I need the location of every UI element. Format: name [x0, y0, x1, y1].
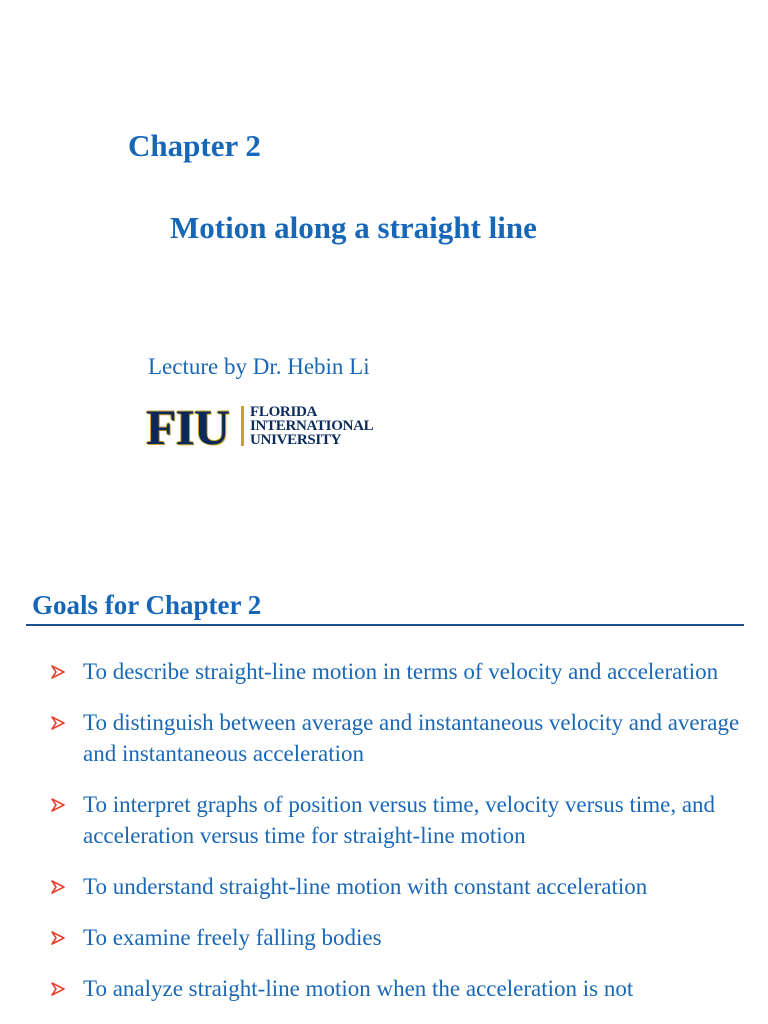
fiu-logo-letters: FIU	[146, 399, 230, 455]
logo-line-1: FLORIDA	[250, 404, 318, 420]
logo-wordmark	[250, 405, 373, 447]
logo-line-3: UNIVERSITY	[250, 432, 342, 448]
arrow-bullet-icon	[50, 879, 66, 895]
chapter-subtitle: Motion along a straight line	[170, 210, 537, 245]
goal-text: To describe straight-line motion in terms of velocity and acceleration	[83, 659, 719, 684]
goal-text: To interpret graphs of position versus time, velocity versus time, and acceleration versus time for straight-line motion	[83, 792, 716, 848]
arrow-bullet-icon	[50, 664, 66, 680]
logo-divider	[241, 406, 244, 446]
fiu-logo	[146, 399, 386, 455]
arrow-bullet-icon	[50, 930, 66, 946]
logo-line-2: INTERNATIONAL	[250, 418, 374, 434]
goal-text: To analyze straight-line motion when the acceleration is not	[83, 976, 634, 1001]
chapter-heading: Chapter 2	[128, 128, 261, 163]
list-item	[50, 656, 750, 687]
list-item	[50, 871, 750, 902]
goals-title: Goals for Chapter 2	[32, 590, 262, 620]
arrow-bullet-icon	[50, 715, 66, 731]
arrow-bullet-icon	[50, 797, 66, 813]
goal-text: To distinguish between average and instantaneous velocity and average and instantaneous acceleration	[83, 710, 740, 766]
list-item	[50, 922, 750, 953]
list-item	[50, 789, 750, 851]
arrow-bullet-icon	[50, 981, 66, 997]
title-underline	[26, 624, 744, 626]
goal-text: To examine freely falling bodies	[83, 925, 382, 950]
goals-list	[50, 656, 750, 1024]
list-item	[50, 973, 750, 1004]
lecturer-credit: Lecture by Dr. Hebin Li	[148, 354, 370, 379]
goals-slide	[0, 570, 768, 1024]
goal-text: To understand straight-line motion with constant acceleration	[83, 874, 648, 899]
list-item	[50, 707, 750, 769]
